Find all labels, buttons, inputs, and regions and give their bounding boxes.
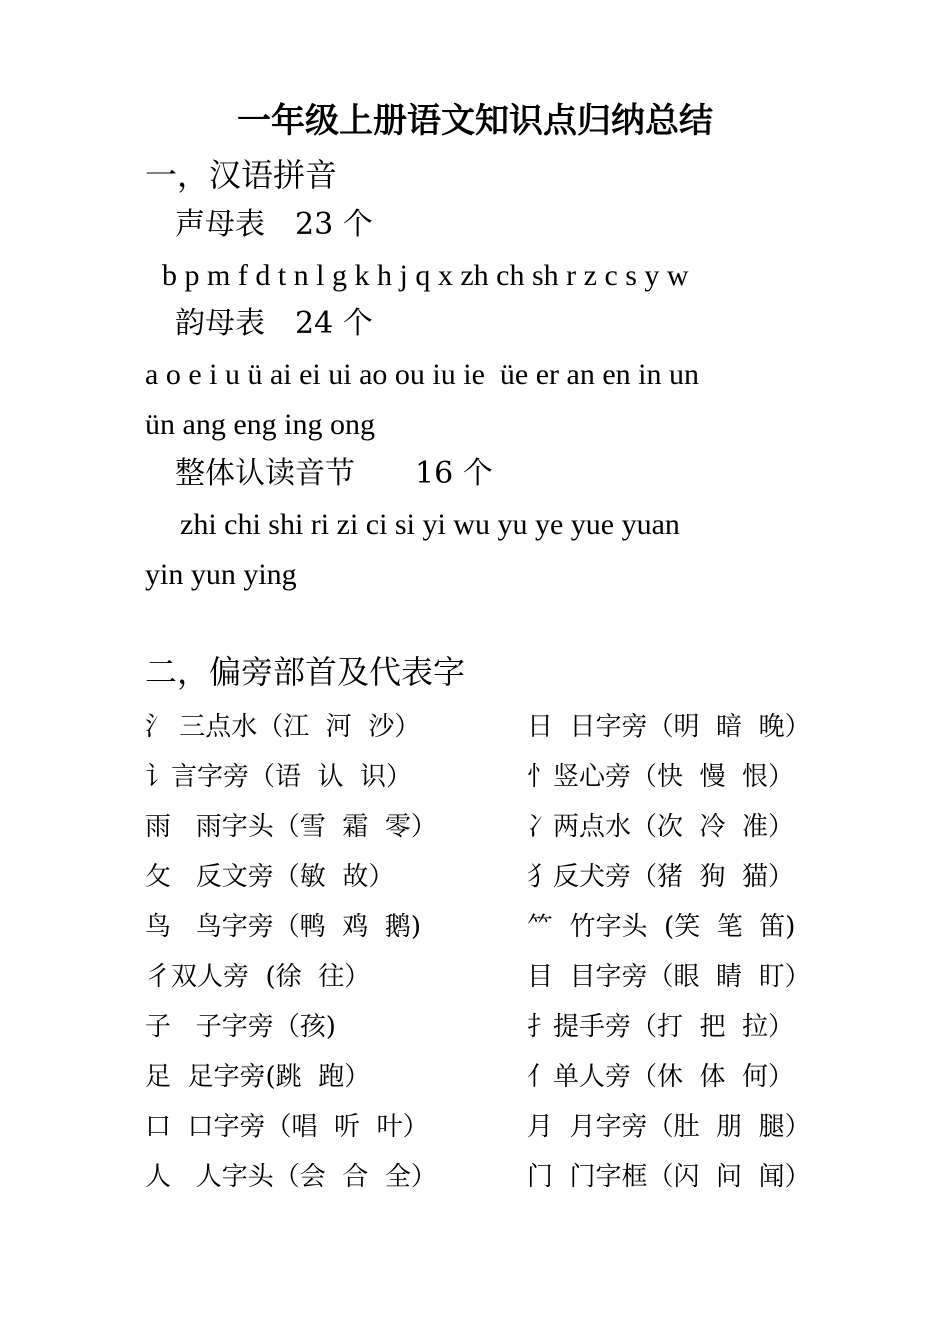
radical-left: 彳双人旁 (徐 往）	[145, 962, 371, 992]
yunmu-list-line2: ün ang eng ing ong	[145, 408, 375, 441]
zhengti-list-line1: zhi chi shi ri zi ci si yi wu yu ye yue yuan	[180, 508, 680, 541]
yunmu-list-line1: a o e i u ü ai ei ui ao ou iu ie üe er an en in un	[145, 358, 699, 391]
radical-left: 子 子字旁（孩)	[145, 1012, 336, 1042]
shengmu-label: 声母表 23 个	[175, 207, 373, 242]
radical-row	[145, 705, 815, 755]
radical-right: 门 门字框（闪 问 闻）	[527, 1162, 811, 1192]
radical-row	[145, 805, 815, 855]
radical-row	[145, 955, 815, 1005]
radical-left: 足 足字旁(跳 跑）	[145, 1062, 371, 1092]
radical-right: 日 日字旁（明 暗 晚）	[527, 712, 811, 742]
radical-right: 犭反犬旁（猪 狗 猫）	[527, 862, 795, 892]
radical-row	[145, 755, 815, 805]
page-title: 一年级上册语文知识点归纳总结	[237, 101, 713, 141]
shengmu-list: b p m f d t n l g k h j q x zh ch sh r z c s y w	[162, 259, 689, 292]
radical-row	[145, 1055, 815, 1105]
radical-row	[145, 1005, 815, 1055]
radical-left: 人 人字头（会 合 全）	[145, 1162, 437, 1192]
radical-right: ⺮ 竹字头 (笑 笔 笛)	[527, 912, 796, 942]
radical-row	[145, 1105, 815, 1155]
radical-row	[145, 855, 815, 905]
radical-right: 扌提手旁（打 把 拉）	[527, 1012, 795, 1042]
section-heading-radicals: 二，偏旁部首及代表字	[145, 653, 466, 691]
radical-left: 雨 雨字头（雪 霜 零）	[145, 812, 437, 842]
radical-left: 攵 反文旁（敏 故）	[145, 862, 395, 892]
zhengti-list-line2: yin yun ying	[145, 558, 297, 591]
radical-left: 口 口字旁（唱 听 叶）	[145, 1112, 429, 1142]
radical-right: 忄竖心旁（快 慢 恨）	[527, 762, 795, 792]
yunmu-label: 韵母表 24 个	[175, 306, 373, 341]
radical-right: 目 目字旁（眼 睛 盯）	[527, 962, 811, 992]
radical-right: 冫两点水（次 冷 准）	[527, 812, 795, 842]
radical-right: 亻单人旁（休 体 何）	[527, 1062, 795, 1092]
radical-row	[145, 1155, 815, 1205]
radical-left: 氵 三点水（江 河 沙）	[145, 712, 421, 742]
radical-left: 讠言字旁（语 认 识）	[145, 762, 413, 792]
radical-row	[145, 905, 815, 955]
zhengti-label: 整体认读音节 16 个	[175, 456, 493, 491]
radical-left: 鸟 鸟字旁（鸭 鸡 鹅)	[145, 912, 421, 942]
radical-right: 月 月字旁（肚 朋 腿）	[527, 1112, 811, 1142]
section-heading-pinyin: 一，汉语拼音	[145, 156, 338, 194]
